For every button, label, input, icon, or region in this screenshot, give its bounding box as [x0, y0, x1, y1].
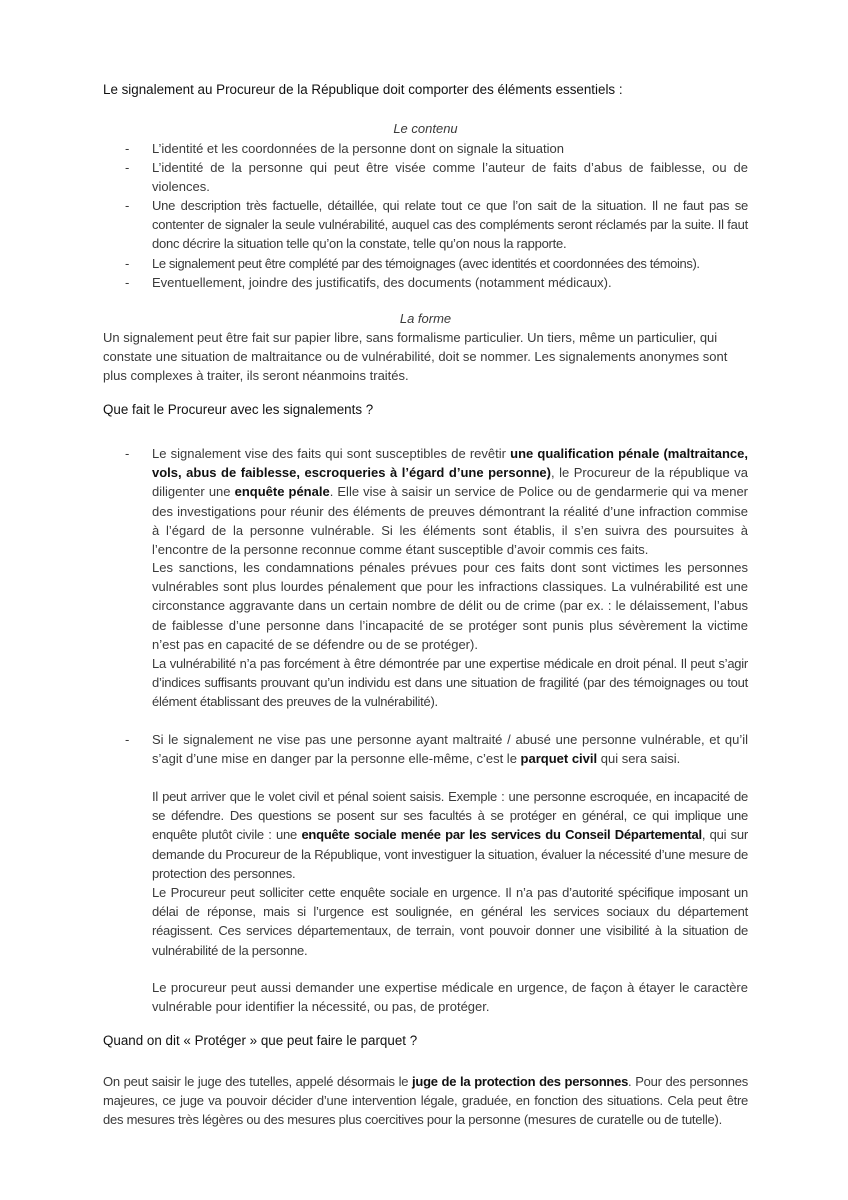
list-item [125, 158, 748, 196]
text-run: . Pour des personnes majeures, ce juge va pouvoir décider d’une intervention légale, graduée, en fonction des situations. Cela peut être des mesures très légères ou des mesures plus coercitives pour la personne (mesures de curatelle ou de tutelle). [103, 1074, 748, 1128]
text-run: . Elle vise à saisir un service de Police ou de gendarmerie qui va mener des investigations pour réunir des éléments de preuves démontrant la réalité d’une infraction commise à l’égard de la personne vulnérable. Si les éléments sont établis, il s’en suivra des poursuites à l’encontre de la personne reconnue comme étant susceptible d’avoir commis ces faits. [152, 484, 749, 558]
list-item [125, 196, 748, 254]
list-item-text [152, 730, 748, 768]
list-item-text: Eventuellement, joindre des justificatifs, des documents (notamment médicaux). [152, 275, 612, 290]
bold-enquete-sociale: enquête sociale menée par les services du Conseil Départemental [301, 827, 702, 843]
paragraph-volet-civil-penal [152, 787, 748, 883]
list-item-text: Une description très factuelle, détaillée, qui relate tout ce que l’on sait de la situation. Il ne faut pas se contenter de signaler la seule vulnérabilité, auquel cas des compléments seront réclamés par la suite. Il faut donc décrire la situation telle qu’on la constate, telle qu’on nous la rapporte. [152, 198, 748, 252]
section-heading-proteger: Quand on dit « Protéger » que peut faire le parquet ? [103, 1033, 418, 1048]
paragraph-juge-protection [103, 1072, 748, 1130]
text-run: qui sera saisi. [597, 751, 681, 767]
text-run: Il peut arriver que le volet civil et pénal soient saisis. Exemple : une personne escroquée, en incapacité de se défendre. Des questions se posent sur ses facultés à se protéger en général, ce qui implique une enquête plutôt civile : une [152, 789, 748, 843]
paragraph-expertise-medicale: Le procureur peut aussi demander une expertise médicale en urgence, de façon à étayer le caractère vulnérable pour identifier la nécessité, ou pas, de protéger. [152, 980, 748, 1015]
bullet-dash: - [125, 160, 130, 175]
text-run: , le Procureur de la république va diligenter une [152, 465, 748, 500]
text-run: , qui sur demande du Procureur de la République, vont investiguer la situation, évaluer la nécessité d’une mesure de protection des personnes. [152, 827, 748, 881]
list-item-text: L’identité et les coordonnées de la personne dont on signale la situation [152, 141, 564, 156]
bold-qualification-penale: une qualification pénale (maltraitance, vols, abus de faiblesse, escroqueries à l’égard d’une personne) [152, 446, 748, 481]
list-item-civil [125, 730, 748, 768]
text-run: On peut saisir le juge des tutelles, appelé désormais le [103, 1074, 413, 1089]
subheading-la-forme: La forme [399, 311, 452, 326]
paragraph-forme: Un signalement peut être fait sur papier libre, sans formalisme particulier. Un tiers, même un particulier, qui constate une situation de maltraitance ou de vulnérabilité, doit se nommer. Les signalements anonymes sont plus complexes à traiter, ils seront néanmoins traités. [103, 330, 728, 384]
paragraph-enquete-urgence: Le Procureur peut solliciter cette enquête sociale en urgence. Il n’a pas d’autorité spécifique imposant un délai de réponse, mais si l’urgence est soulignée, en général les services sociaux du département réagissent. Ces services départementaux, de terrain, vont pouvoir donner une visibilité à la situation de vulnérabilité de la personne. [152, 885, 748, 958]
section-heading-elements-essentiels: Le signalement au Procureur de la République doit comporter des éléments essentiels : [103, 82, 623, 97]
text-run: Si le signalement ne vise pas une personne ayant maltraité / abusé une personne vulnérable, et qu’il s’agit d’une mise en danger par la personne elle-même, c’est le [152, 732, 748, 767]
bullet-dash: - [125, 446, 130, 461]
bold-juge-protection: juge de la protection des personnes [412, 1074, 629, 1089]
list-item [125, 139, 748, 158]
paragraph-vulnerabilite: La vulnérabilité n’a pas forcément à être démontrée par une expertise médicale en droit pénal. Il peut s’agir d’indices suffisants prouvant qu’un individu est dans une situation de fragilité (par des témoignages ou tout élément établissant des preuves de la vulnérabilité). [152, 656, 748, 710]
bullet-dash: - [125, 141, 130, 156]
subheading-le-contenu: Le contenu [393, 121, 458, 136]
list-item-text: L’identité de la personne qui peut être visée comme l’auteur de faits d’abus de faiblesse, ou de violences. [152, 160, 748, 195]
paragraph-sanctions: Les sanctions, les condamnations pénales prévues pour ces faits dont sont victimes les personnes vulnérables sont plus lourdes pénalement que pour les infractions classiques. La vulnérabilité est une circonstance aggravante dans un certain nombre de délit ou de crime (par ex. : le délaissement, l’abus de faiblesse d’une personne dans l’incapacité de se protéger sont punis plus sévèrement la victime n’est pas en capacité de se défendre ou de se protéger). [152, 560, 748, 652]
section-heading-que-fait-le-procureur: Que fait le Procureur avec les signalements ? [103, 402, 374, 417]
list-item [125, 273, 748, 292]
list-item-penal [125, 444, 748, 559]
bullet-dash: - [125, 275, 130, 290]
list-item [125, 254, 748, 273]
bold-parquet-civil: parquet civil [520, 751, 598, 767]
list-item-text: Le signalement peut être complété par des témoignages (avec identités et coordonnées des témoins). [152, 256, 700, 271]
text-run: Le signalement vise des faits qui sont susceptibles de revêtir [152, 446, 511, 461]
bold-enquete-penale: enquête pénale [234, 484, 330, 500]
bullet-dash: - [125, 198, 130, 213]
bullet-dash: - [125, 256, 129, 271]
bullet-dash: - [125, 732, 130, 747]
list-item-text [152, 444, 748, 559]
